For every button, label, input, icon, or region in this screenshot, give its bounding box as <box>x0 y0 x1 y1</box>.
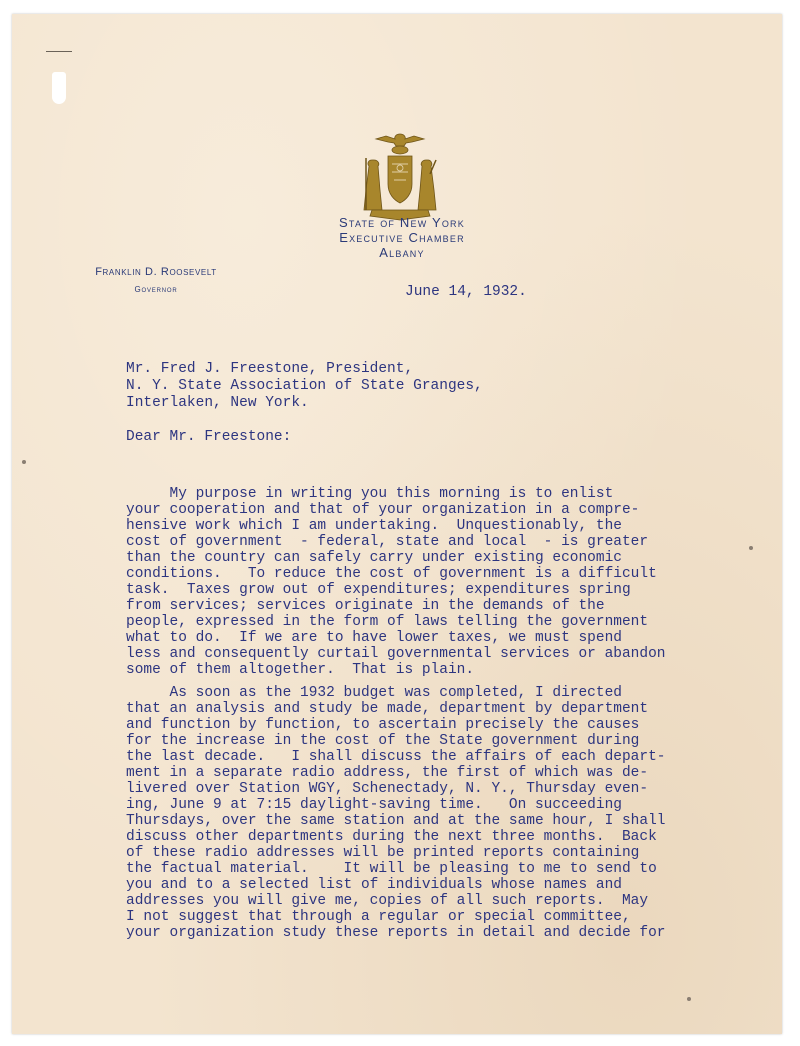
sender-name: Franklin D. Roosevelt <box>95 266 217 278</box>
letterhead-state: State of New York <box>339 215 465 230</box>
text-line: less and consequently curtail governmental services or abandon <box>126 646 666 662</box>
address-line: N. Y. State Association of State Granges, <box>126 378 483 394</box>
text-line: ing, June 9 at 7:15 daylight-saving time. On succeeding <box>126 797 622 813</box>
text-line: some of them altogether. That is plain. <box>126 662 475 678</box>
text-line: what to do. If we are to have lower taxes, we must spend <box>126 630 622 646</box>
sender-block <box>86 266 226 294</box>
margin-mark <box>46 51 72 52</box>
text-line: that an analysis and study be made, department by department <box>126 701 649 717</box>
text-line: from services; services originate in the demands of the <box>126 598 605 614</box>
text-line: livered over Station WGY, Schenectady, N. Y., Thursday even- <box>126 781 649 797</box>
text-line: As soon as the 1932 budget was completed, I directed <box>126 685 622 701</box>
text-line: ment in a separate radio address, the first of which was de- <box>126 765 649 781</box>
recipient-address <box>126 361 483 412</box>
text-line: your cooperation and that of your organization in a compre- <box>126 502 640 518</box>
text-line: for the increase in the cost of the State government during <box>126 733 640 749</box>
new-york-state-seal-icon <box>358 130 442 224</box>
letterhead-chamber: Executive Chamber <box>339 230 465 245</box>
paper-spot <box>687 997 691 1001</box>
text-line: people, expressed in the form of laws telling the government <box>126 614 649 630</box>
letterhead <box>282 215 522 260</box>
sender-title: Governor <box>134 285 178 294</box>
text-line: the factual material. It will be pleasing to me to send to <box>126 861 657 877</box>
text-line: cost of government - federal, state and local - is greater <box>126 534 649 550</box>
text-line: I not suggest that through a regular or special committee, <box>126 909 631 925</box>
punch-hole <box>52 72 66 104</box>
letterhead-city: Albany <box>379 245 425 260</box>
text-line: you and to a selected list of individuals whose names and <box>126 877 622 893</box>
text-line: task. Taxes grow out of expenditures; expenditures spring <box>126 582 631 598</box>
address-line: Interlaken, New York. <box>126 395 309 411</box>
text-line: of these radio addresses will be printed reports containing <box>126 845 640 861</box>
text-line: than the country can safely carry under existing economic <box>126 550 622 566</box>
body-paragraph-1 <box>126 486 766 678</box>
text-line: and function by function, to ascertain precisely the causes <box>126 717 640 733</box>
address-line: Mr. Fred J. Freestone, President, <box>126 361 414 377</box>
text-line: My purpose in writing you this morning is to enlist <box>126 486 614 502</box>
text-line: addresses you will give me, copies of all such reports. May <box>126 893 649 909</box>
text-line: discuss other departments during the next three months. Back <box>126 829 657 845</box>
text-line: hensive work which I am undertaking. Unquestionably, the <box>126 518 622 534</box>
letter-date: June 14, 1932. <box>405 284 527 300</box>
text-line: your organization study these reports in detail and decide for <box>126 925 666 941</box>
body-paragraph-2 <box>126 685 766 941</box>
paper-spot <box>22 460 26 464</box>
letter-page <box>12 14 782 1034</box>
text-line: Thursdays, over the same station and at the same hour, I shall <box>126 813 666 829</box>
text-line: conditions. To reduce the cost of government is a difficult <box>126 566 657 582</box>
text-line: the last decade. I shall discuss the affairs of each depart- <box>126 749 666 765</box>
salutation: Dear Mr. Freestone: <box>126 429 292 445</box>
